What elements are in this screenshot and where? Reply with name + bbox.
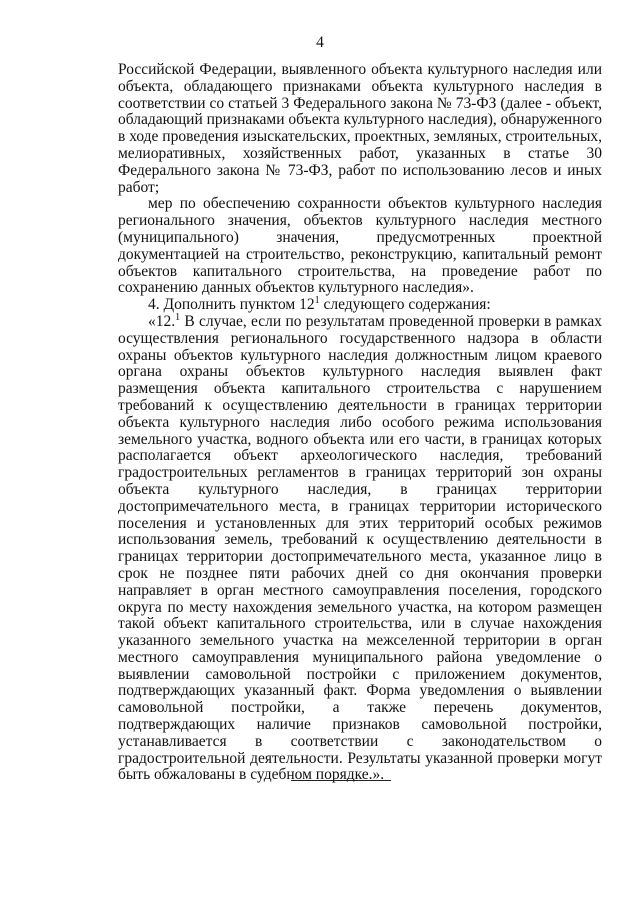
superscript-marker: 1: [175, 311, 181, 323]
paragraph-continuation: Российской Федерации, выявленного объекта культурного наследия или объекта, обладающего признаками объекта культурного наследия в соответствии со статьей 3 Федерального закона № 73-ФЗ (далее - объект, обладающий признаками объекта культурного наследия), обнаруженного в ходе проведения изыскательских, проектных, земляных, строительных, мелиоративных, хозяйственных работ, указанных в статье 30 Федерального закона № 73-ФЗ, работ по использованию лесов и иных работ;: [118, 61, 602, 196]
page-number: 4: [316, 34, 324, 51]
superscript-marker: 1: [314, 295, 320, 306]
amendment-text-start: 4. Дополнить пунктом 12: [148, 296, 315, 314]
amendment-text-end: следующего содержания:: [319, 296, 491, 314]
end-divider-line: [291, 780, 391, 781]
paragraph-clause-12-1: [118, 311, 602, 784]
clause-number: «12.: [148, 312, 176, 330]
paragraph-preservation-measures: мер по обеспечению сохранности объектов культурного наследия регионального значения, объектов культурного наследия местного (муниципального) значения, предусмотренных проектной документацией на строительство, реконструкцию, капитальный ремонт объектов капитального строительства, на проведение работ по сохранению данных объектов культурного наследия».: [118, 195, 602, 297]
document-body: [118, 62, 602, 784]
paragraph-amendment-item-4: [118, 297, 602, 314]
clause-text: В случае, если по результатам проведенной проверки в рамках осуществления регионального государственного надзора в области охраны объектов культурного наследия должностным лицом краевого органа охраны объектов культурного наследия выявлен факт размещения объекта капитального строительства с нарушением требований к осуществлению деятельности в границах территории объекта культурного наследия либо особого режима использования земельного участка, водного объекта или его части, в границах которых располагается объект археологического наследия, требований градостроительных регламентов в границах территорий зон охраны объекта культурного наследия, в границах территории достопримечательного места, в границах территории исторического поселения и установленных для этих территорий особых режимов использования земель, требований к осуществлению деятельности в границах территории достопримечательного места, указанное лицо в срок не позднее пяти рабочих дней со дня окончания проверки направляет в орган местного самоуправления поселения, городского округа по месту нахождения земельного участка, на котором размещен такой объект капитального строительства, или в случае нахождения указанного земельного участка на межселенной территории в орган местного самоуправления муниципального района уведомление о выявлении самовольной постройки с приложением документов, подтверждающих указанный факт. Форма уведомления о выявлении самовольной постройки, а также перечень документов, подтверждающих наличие признаков самовольной постройки, устанавливается в соответствии с законодательством о градостроительной деятельности. Результаты указанной проверки могут быть обжалованы в судебном порядке.».: [118, 312, 602, 784]
